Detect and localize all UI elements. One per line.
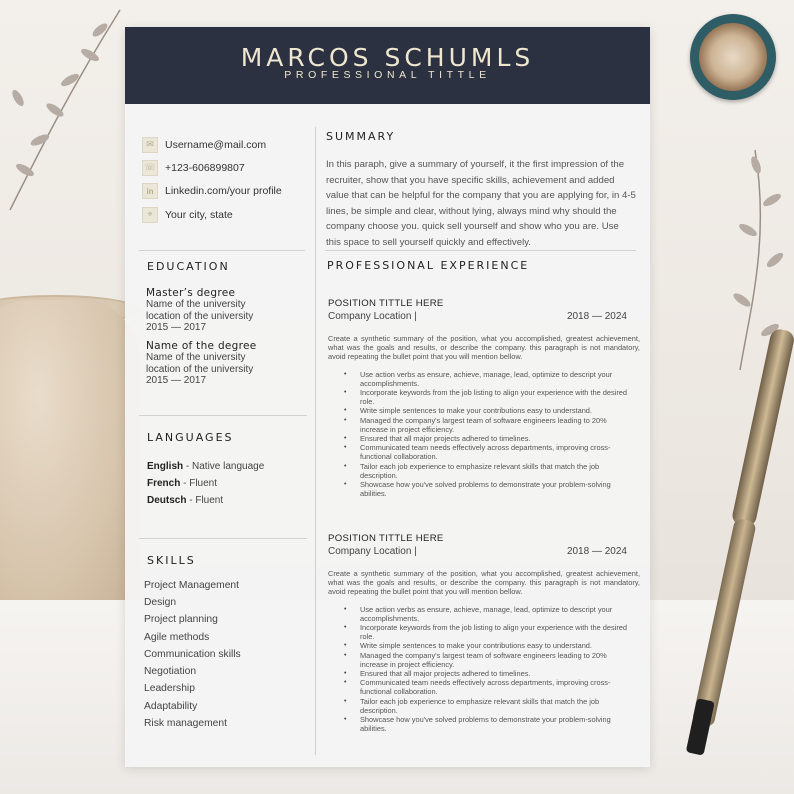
divider <box>325 250 636 251</box>
language-item <box>147 495 223 506</box>
resume-page <box>125 27 650 767</box>
job-entry <box>328 533 640 733</box>
email-icon: ✉ <box>142 137 158 153</box>
university-location: location of the university <box>146 363 254 375</box>
job-meta <box>328 546 640 559</box>
job-location: Company Location | <box>328 311 417 322</box>
summary-heading: SUMMARY <box>326 130 396 143</box>
language-item <box>147 461 264 472</box>
job-bullet: • Write simple sentences to make your contributions easy to understand. <box>360 641 635 650</box>
job-bullet: • Managed the company's largest team of software engineers leading to 20% increase in project efficiency. <box>360 416 635 434</box>
education-years: 2015 — 2017 <box>146 375 207 387</box>
skills-heading: SKILLS <box>147 554 196 567</box>
language-level: - Native language <box>183 461 265 472</box>
job-location: Company Location | <box>328 546 417 557</box>
job-bullet-list <box>360 370 635 499</box>
job-bullet: • Use action verbs as ensure, achieve, manage, lead, optimize to descript your accomplishments. <box>360 370 635 388</box>
contact-location <box>142 207 233 223</box>
job-bullet: • Communicated team needs effectively across departments, improving cross-functional collaboration. <box>360 443 635 461</box>
job-bullet-list <box>360 605 635 734</box>
job-entry <box>328 298 640 498</box>
education-heading: EDUCATION <box>147 260 230 273</box>
skill-item: Negotiation <box>144 666 197 677</box>
job-bullet: • Tailor each job experience to emphasize relevant skills that match the job description. <box>360 462 635 480</box>
skill-item: Design <box>144 597 177 608</box>
summary-text: In this paraph, give a summary of yourself, it the first impression of the recruiter, show that you have specific skills, achievement and added value that can be helpful for the company that you are applying for, in 4-5 lines, be simple and clear, without lying, always mind why should the company choose you. quick sell yourself and show who you are. Use this space to sell yourself quickly and effectively. <box>326 159 636 248</box>
skill-item: Risk management <box>144 718 227 729</box>
coffee-cup-icon <box>699 23 767 91</box>
degree-name: Master’s degree <box>146 287 236 299</box>
contact-phone[interactable] <box>142 160 245 176</box>
education-years: 2015 — 2017 <box>146 322 207 334</box>
skill-item: Adaptability <box>144 701 198 712</box>
language-item <box>147 478 217 489</box>
column-divider <box>315 127 316 755</box>
experience-heading: PROFESSIONAL EXPERIENCE <box>327 259 530 272</box>
resume-header <box>125 27 650 104</box>
university-location: location of the university <box>146 310 254 322</box>
contact-linkedin-text: Linkedin.com/your profile <box>165 185 282 197</box>
contact-linkedin[interactable] <box>142 183 282 199</box>
job-dates: 2018 — 2024 <box>566 546 627 557</box>
divider <box>139 250 305 251</box>
education-item <box>146 340 306 387</box>
job-bullet: • Managed the company's largest team of software engineers leading to 20% increase in project efficiency. <box>360 651 635 669</box>
degree-name: Name of the degree <box>146 340 257 352</box>
university-name: Name of the university <box>146 352 246 363</box>
language-name: French <box>147 478 181 489</box>
job-bullet: • Ensured that all major projects adhered to timelines. <box>360 669 635 678</box>
job-bullet: • Use action verbs as ensure, achieve, manage, lead, optimize to descript your accomplishments. <box>360 605 635 623</box>
job-dates: 2018 — 2024 <box>566 311 627 322</box>
university-name: Name of the university <box>146 299 246 310</box>
job-summary: Create a synthetic summary of the position, what you accomplished, greatest achievement, what was the goals and results, or describe the company. this paragraph is not mandatory, avoid repeating the bullet point that you will mention bellow. <box>328 569 640 597</box>
contact-email[interactable] <box>142 137 266 153</box>
languages-heading: LANGUAGES <box>147 431 234 444</box>
ceramic-vase <box>0 300 140 620</box>
job-bullet: • Tailor each job experience to emphasize relevant skills that match the job description. <box>360 697 635 715</box>
contact-email-text: Username@mail.com <box>165 139 267 151</box>
language-level: - Fluent <box>180 478 218 489</box>
branch-illustration-left <box>0 0 140 220</box>
job-bullet: • Showcase how you've solved problems to demonstrate your problem-solving abilities. <box>360 480 635 498</box>
skill-item: Leadership <box>144 683 195 694</box>
job-bullet: • Showcase how you've solved problems to demonstrate your problem-solving abilities. <box>360 715 635 733</box>
phone-icon: ☏ <box>142 160 158 176</box>
contact-phone-text: +123-606899807 <box>165 162 245 174</box>
professional-title: PROFESSIONAL TITTLE <box>284 69 491 81</box>
linkedin-icon: in <box>142 183 158 199</box>
location-icon: ⌖ <box>142 207 158 223</box>
skill-item: Project Management <box>144 580 240 591</box>
skill-item: Project planning <box>144 614 218 625</box>
divider <box>139 538 307 539</box>
job-title: POSITION TITTLE HERE <box>328 533 444 544</box>
job-title: POSITION TITTLE HERE <box>328 298 444 309</box>
candidate-name: MARCOS SCHUMLS <box>240 43 535 72</box>
language-level: - Fluent <box>186 495 224 506</box>
job-bullet: • Incorporate keywords from the job listing to align your experience with the desired role. <box>360 388 635 406</box>
job-bullet: • Communicated team needs effectively across departments, improving cross-functional collaboration. <box>360 678 635 696</box>
job-meta <box>328 311 640 324</box>
skill-item: Communication skills <box>144 649 241 660</box>
language-name: Deutsch <box>147 495 187 506</box>
skill-item: Agile methods <box>144 632 210 643</box>
education-item <box>146 287 306 334</box>
job-bullet: • Incorporate keywords from the job listing to align your experience with the desired role. <box>360 623 635 641</box>
language-name: English <box>147 461 184 472</box>
job-bullet: • Write simple sentences to make your contributions easy to understand. <box>360 406 635 415</box>
job-bullet: • Ensured that all major projects adhered to timelines. <box>360 434 635 443</box>
contact-location-text: Your city, state <box>165 209 233 221</box>
job-summary: Create a synthetic summary of the position, what you accomplished, greatest achievement, what was the goals and results, or describe the company. this paragraph is not mandatory, avoid repeating the bullet point that you will mention bellow. <box>328 334 640 362</box>
divider <box>139 415 307 416</box>
